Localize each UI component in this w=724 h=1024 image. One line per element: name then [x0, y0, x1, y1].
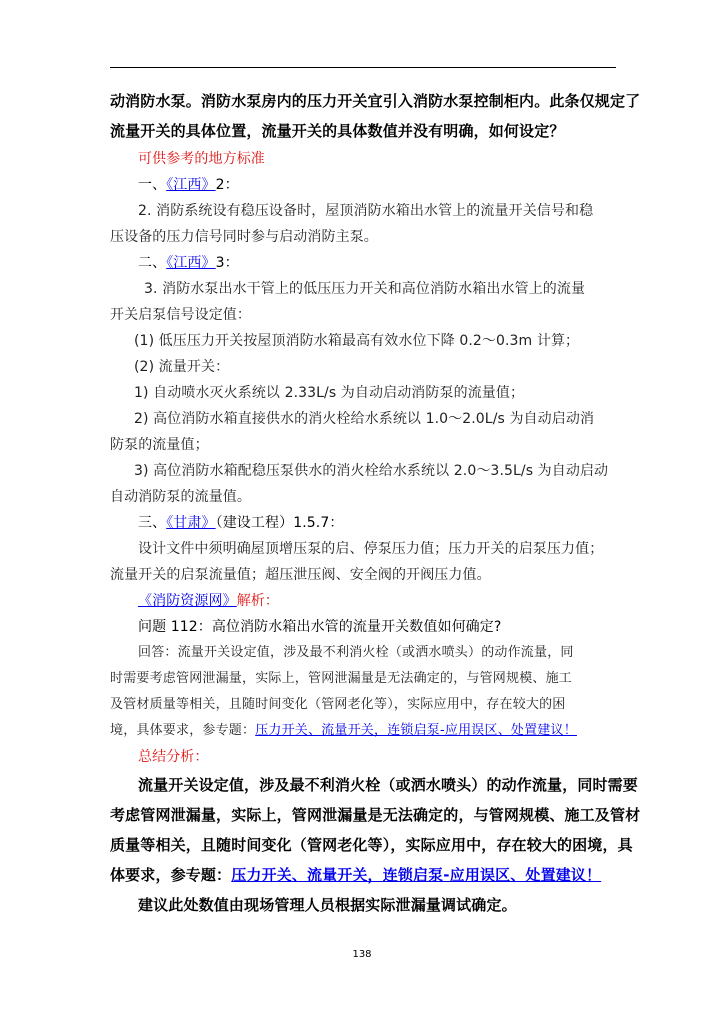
list-marker: 一、	[138, 177, 167, 193]
text-line: 开关启泵信号设定值：	[110, 307, 251, 323]
reference-suffix: 3：	[215, 255, 239, 271]
text-line: 流量开关的启泵流量值；超压泄压阀、安全阀的开阀压力值。	[110, 567, 491, 583]
text-segment: 境，具体要求，参专题：	[110, 723, 256, 738]
gansu-link[interactable]: 《甘肃》	[166, 515, 216, 531]
text-line: 1) 自动喷水灭火系统以 2.33L/s 为自动启动消防泵的流量值；	[134, 385, 525, 401]
text-line: 3) 高位消防水箱配稳压泵供水的消火栓给水系统以 2.0～3.5L/s 为自动启动	[134, 463, 609, 479]
jiangxi-link[interactable]: 《江西》	[166, 255, 216, 271]
text-line: 流量开关设定值，涉及最不利消火栓（或洒水喷头）的动作流量，同时需要	[138, 776, 638, 794]
text-line: 自动消防泵的流量值。	[110, 489, 251, 505]
text-line	[110, 860, 620, 890]
reference-suffix: （建设工程）1.5.7：	[215, 515, 344, 531]
jiangxi-link[interactable]: 《江西》	[166, 177, 216, 193]
reference-heading	[110, 588, 620, 614]
analysis-label: 解析：	[236, 593, 280, 609]
text-segment: 体要求，参专题：	[110, 866, 232, 884]
reference-suffix: 2：	[215, 177, 239, 193]
reference-heading	[110, 510, 620, 536]
text-line: 动消防水泵。消防水泵房内的压力开关宜引入消防水泵控制柜内。此条仅规定了	[110, 92, 641, 110]
text-line: 及管材质量等相关，且随时间变化（管网老化等），实际应用中，存在较大的困	[110, 697, 566, 712]
summary-heading: 总结分析：	[138, 749, 209, 765]
text-line: 2. 消防系统设有稳压设备时，屋顶消防水箱出水管上的流量开关信号和稳	[138, 203, 594, 219]
reference-heading	[110, 172, 620, 198]
text-line: 3. 消防水泵出水干管上的低压压力开关和高位消防水箱出水管上的流量	[144, 281, 586, 297]
text-line: 时需要考虑管网泄漏量，实际上，管网泄漏量是无法确定的，与管网规模、施工	[110, 671, 573, 686]
text-line: (1) 低压压力开关按屋顶消防水箱最高有效水位下降 0.2～0.3m 计算；	[134, 333, 580, 349]
text-line: (2) 流量开关：	[134, 359, 230, 375]
header-rule	[110, 67, 616, 68]
text-line: 建议此处数值由现场管理人员根据实际泄漏量调试确定。	[138, 896, 517, 914]
section-heading: 可供参考的地方标准	[138, 151, 265, 167]
topic-link[interactable]: 压力开关、流量开关，连锁启泵-应用误区、处置建议！	[255, 723, 577, 738]
text-line: 压设备的压力信号同时参与启动消防主泵。	[110, 229, 378, 245]
page-number: 138	[352, 949, 372, 960]
reference-heading	[110, 250, 620, 276]
text-line: 回答：流量开关设定值，涉及最不利消火栓（或洒水喷头）的动作流量，同	[138, 645, 574, 660]
text-line: 质量等相关，且随时间变化（管网老化等），实际应用中，存在较大的困境，具	[110, 836, 633, 854]
xiaofang-ziyuan-link[interactable]: 《消防资源网》	[138, 593, 237, 609]
text-line: 防泵的流量值；	[110, 437, 209, 453]
text-line: 考虑管网泄漏量，实际上，管网泄漏量是无法确定的，与管网规模、施工及管材	[110, 806, 641, 824]
question-line: 问题 112：高位消防水箱出水管的流量开关数值如何确定?	[138, 619, 502, 635]
topic-link[interactable]: 压力开关、流量开关，连锁启泵-应用误区、处置建议！	[231, 866, 602, 884]
list-marker: 三、	[138, 515, 167, 531]
document-body	[110, 86, 641, 920]
text-line: 流量开关的具体位置，流量开关的具体数值并没有明确，如何设定？	[110, 122, 565, 140]
text-line	[110, 718, 620, 744]
text-line: 2) 高位消防水箱直接供水的消火栓给水系统以 1.0～2.0L/s 为自动启动消	[134, 411, 595, 427]
text-line: 设计文件中须明确屋顶增压泵的启、停泵压力值；压力开关的启泵压力值；	[138, 541, 604, 557]
list-marker: 二、	[138, 255, 167, 271]
